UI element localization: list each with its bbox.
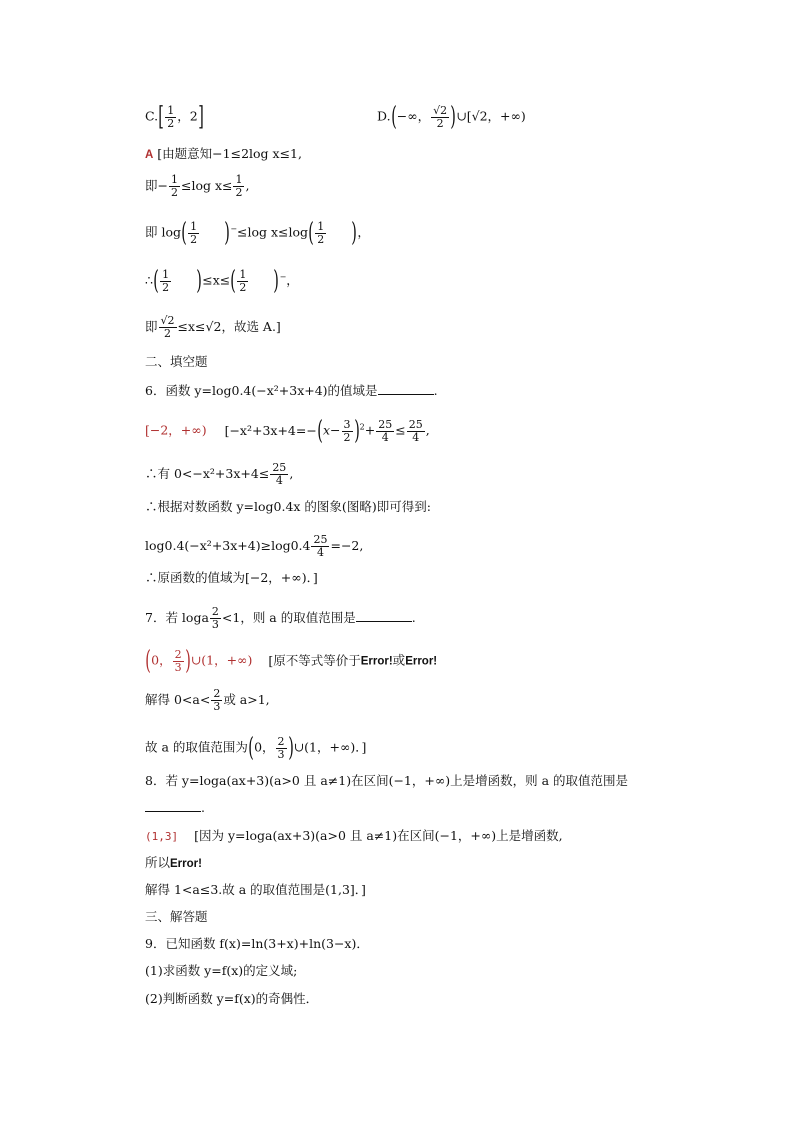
option-c [145, 104, 204, 130]
q9-part-1: (1)求函数 y=f(x)的定义域; [145, 963, 298, 978]
text: 或 a>1, [223, 692, 270, 707]
text: 即− [145, 178, 168, 193]
q6-stem [145, 382, 438, 399]
answer-text: ∪(1，+∞) [190, 652, 253, 668]
text: + [364, 422, 376, 438]
text: 即 log [145, 224, 181, 240]
text: ≤ [395, 422, 406, 438]
error-text: Error! [405, 655, 438, 668]
q5-line-2 [145, 174, 249, 199]
bracket: ) [450, 102, 456, 132]
fraction [315, 221, 326, 246]
bracket: ( [145, 646, 151, 676]
text: 即 [145, 319, 158, 334]
text: ∴有 0<−x²+3x+4≤ [145, 466, 270, 481]
denominator: 2 [190, 232, 198, 246]
bracket: ) [351, 218, 358, 248]
q5-line-4 [145, 268, 299, 294]
text: ≤x≤ [202, 272, 231, 288]
text: =−2, [330, 538, 364, 553]
superscript: − [279, 272, 287, 282]
numerator: √2 [433, 103, 448, 117]
numerator: 1 [162, 267, 170, 281]
q6-solution-4 [145, 534, 363, 559]
bracket: ) [353, 416, 360, 446]
denominator: 2 [235, 186, 243, 199]
numerator: 3 [343, 417, 351, 431]
numerator: 25 [272, 461, 287, 474]
text: log0.4(−x²+3x+4)≥log0.4 [145, 538, 311, 553]
text: 所以 [145, 855, 171, 870]
numerator: 1 [167, 103, 175, 117]
denominator: 2 [436, 116, 444, 130]
bracket: ) [196, 266, 202, 296]
q9-part-2: (2)判断函数 y=f(x)的奇偶性． [145, 991, 319, 1006]
option-d-label: D. [377, 108, 391, 124]
text: x− [322, 422, 341, 438]
question-text: 7．若 loga [145, 610, 209, 625]
numerator: 25 [408, 417, 423, 431]
numerator: 25 [313, 533, 328, 546]
fraction [188, 221, 199, 246]
bracket: ( [230, 266, 237, 296]
denominator: 3 [174, 660, 182, 674]
q6-solution-1 [145, 418, 430, 444]
text: , [425, 422, 430, 438]
text: 解得 0<a< [145, 692, 211, 707]
denominator: 4 [412, 430, 420, 444]
answer-text: 0， [151, 652, 172, 668]
q5-line-5 [145, 315, 281, 340]
numerator: 2 [211, 605, 219, 618]
error-text: Error! [360, 655, 393, 668]
text: ≤log x≤log [237, 224, 309, 240]
numerator: 1 [235, 173, 243, 186]
text: ∪(1，+∞)．] [293, 739, 367, 755]
q5-text: [由题意知−1≤2log x≤1, [157, 146, 302, 161]
answer-blank [145, 799, 201, 812]
q5-line-3 [145, 220, 370, 246]
q6-solution-2 [145, 462, 293, 487]
q8-blank-line [145, 799, 205, 816]
answer-text: (1,3] [145, 830, 179, 843]
denominator: 2 [239, 280, 247, 294]
question-text: <1，则 a 的取值范围是 [221, 610, 356, 625]
text: ， [357, 224, 370, 240]
numerator: 1 [239, 267, 247, 281]
text: ， [286, 272, 299, 288]
q8-stem: 8．若 y=loga(ax+3)(a>0 且 a≠1)在区间(−1，+∞)上是增函数，则 a 的取值范围是 [145, 773, 629, 788]
text: 故 a 的取值范围为 [145, 739, 248, 755]
text: ≤x≤√2，故选 A.] [177, 319, 281, 334]
fraction [311, 534, 329, 559]
numerator: 2 [213, 687, 221, 700]
fraction [233, 174, 244, 199]
fraction [169, 174, 180, 199]
q6-solution-3: ∴根据对数函数 y=log0.4x 的图象(图略)即可得到: [145, 499, 431, 514]
answer-label: A [145, 149, 154, 161]
fraction [270, 462, 288, 487]
answer-text: [−2，+∞) [145, 422, 207, 438]
q7-solution-2 [145, 688, 270, 713]
bracket: ( [317, 416, 323, 446]
bracket: ) [287, 733, 294, 763]
numerator: 1 [317, 219, 325, 233]
q5-line-1 [145, 146, 302, 163]
superscript: 2 [359, 422, 365, 432]
q8-solution-1 [145, 828, 563, 845]
option-d-union: ∪[√2，+∞) [456, 108, 526, 124]
text: 或 [392, 652, 406, 668]
superscript: − [230, 224, 238, 234]
bracket: ( [153, 266, 159, 296]
text: [−x²+3x+4=− [224, 422, 317, 438]
numerator: 2 [277, 734, 285, 748]
fraction [431, 105, 449, 130]
text: . [201, 800, 205, 815]
fraction [165, 105, 176, 130]
denominator: 2 [343, 430, 351, 444]
denominator: 2 [162, 280, 170, 294]
option-d [377, 104, 526, 130]
denominator: 4 [275, 474, 283, 487]
fraction [211, 688, 222, 713]
numerator: √2 [160, 314, 175, 327]
denominator: 2 [170, 186, 178, 199]
text: . [411, 610, 416, 625]
text: 0， [254, 739, 275, 755]
text: ≤log x≤ [180, 178, 233, 193]
q6-solution-5: ∴原函数的值域为[−2，+∞)．] [145, 570, 318, 585]
option-c-label: C. [145, 108, 159, 124]
fraction [342, 419, 353, 444]
fraction [276, 736, 287, 761]
fraction [160, 269, 171, 294]
q8-solution-2 [145, 855, 202, 872]
question-text: 6．函数 y=log0.4(−x²+3x+4)的值域是 [145, 383, 378, 398]
numerator: 1 [170, 173, 178, 186]
denominator: 3 [277, 747, 285, 761]
bracket: ] [197, 102, 204, 132]
bracket: [ [158, 102, 164, 132]
numerator: 25 [378, 417, 393, 431]
option-c-text: ，2 [177, 108, 198, 124]
fraction [237, 269, 248, 294]
denominator: 2 [317, 232, 325, 246]
numerator: 2 [174, 647, 182, 661]
denominator: 2 [167, 116, 175, 130]
option-d-text: −∞， [396, 108, 431, 124]
q7-stem [145, 606, 416, 631]
bracket: ) [224, 218, 231, 248]
bracket: ( [390, 102, 397, 132]
q9-stem: 9．已知函数 f(x)=ln(3+x)+ln(3−x)． [145, 936, 369, 951]
bracket: ( [308, 218, 314, 248]
fraction [210, 606, 221, 631]
fraction [376, 419, 394, 444]
bracket: ( [248, 733, 254, 763]
denominator: 3 [211, 618, 219, 631]
fraction [159, 315, 177, 340]
text: , [289, 466, 294, 481]
text: [因为 y=loga(ax+3)(a>0 且 a≠1)在区间(−1，+∞)上是增函数, [194, 828, 563, 843]
fraction [173, 649, 184, 674]
fraction [407, 419, 425, 444]
text: ∴ [145, 272, 153, 288]
text: [原不等式等价于 [268, 652, 361, 668]
q7-solution-1 [145, 648, 437, 674]
denominator: 4 [381, 430, 389, 444]
bracket: ) [184, 646, 191, 676]
text: , [245, 178, 250, 193]
denominator: 2 [164, 327, 172, 340]
q7-solution-3 [145, 735, 366, 761]
denominator: 3 [213, 700, 221, 713]
numerator: 1 [190, 219, 198, 233]
q8-solution-3: 解得 1<a≤3.故 a 的取值范围是(1,3]．] [145, 882, 366, 897]
bracket: ( [181, 218, 187, 248]
denominator: 4 [316, 546, 324, 559]
bracket: ) [273, 266, 280, 296]
answer-blank [356, 609, 412, 622]
text: . [433, 383, 438, 398]
answer-blank [378, 382, 434, 395]
section-fill-blank: 二、填空题 [145, 354, 208, 369]
section-solve: 三、解答题 [145, 909, 208, 924]
error-text: Error! [170, 858, 202, 870]
